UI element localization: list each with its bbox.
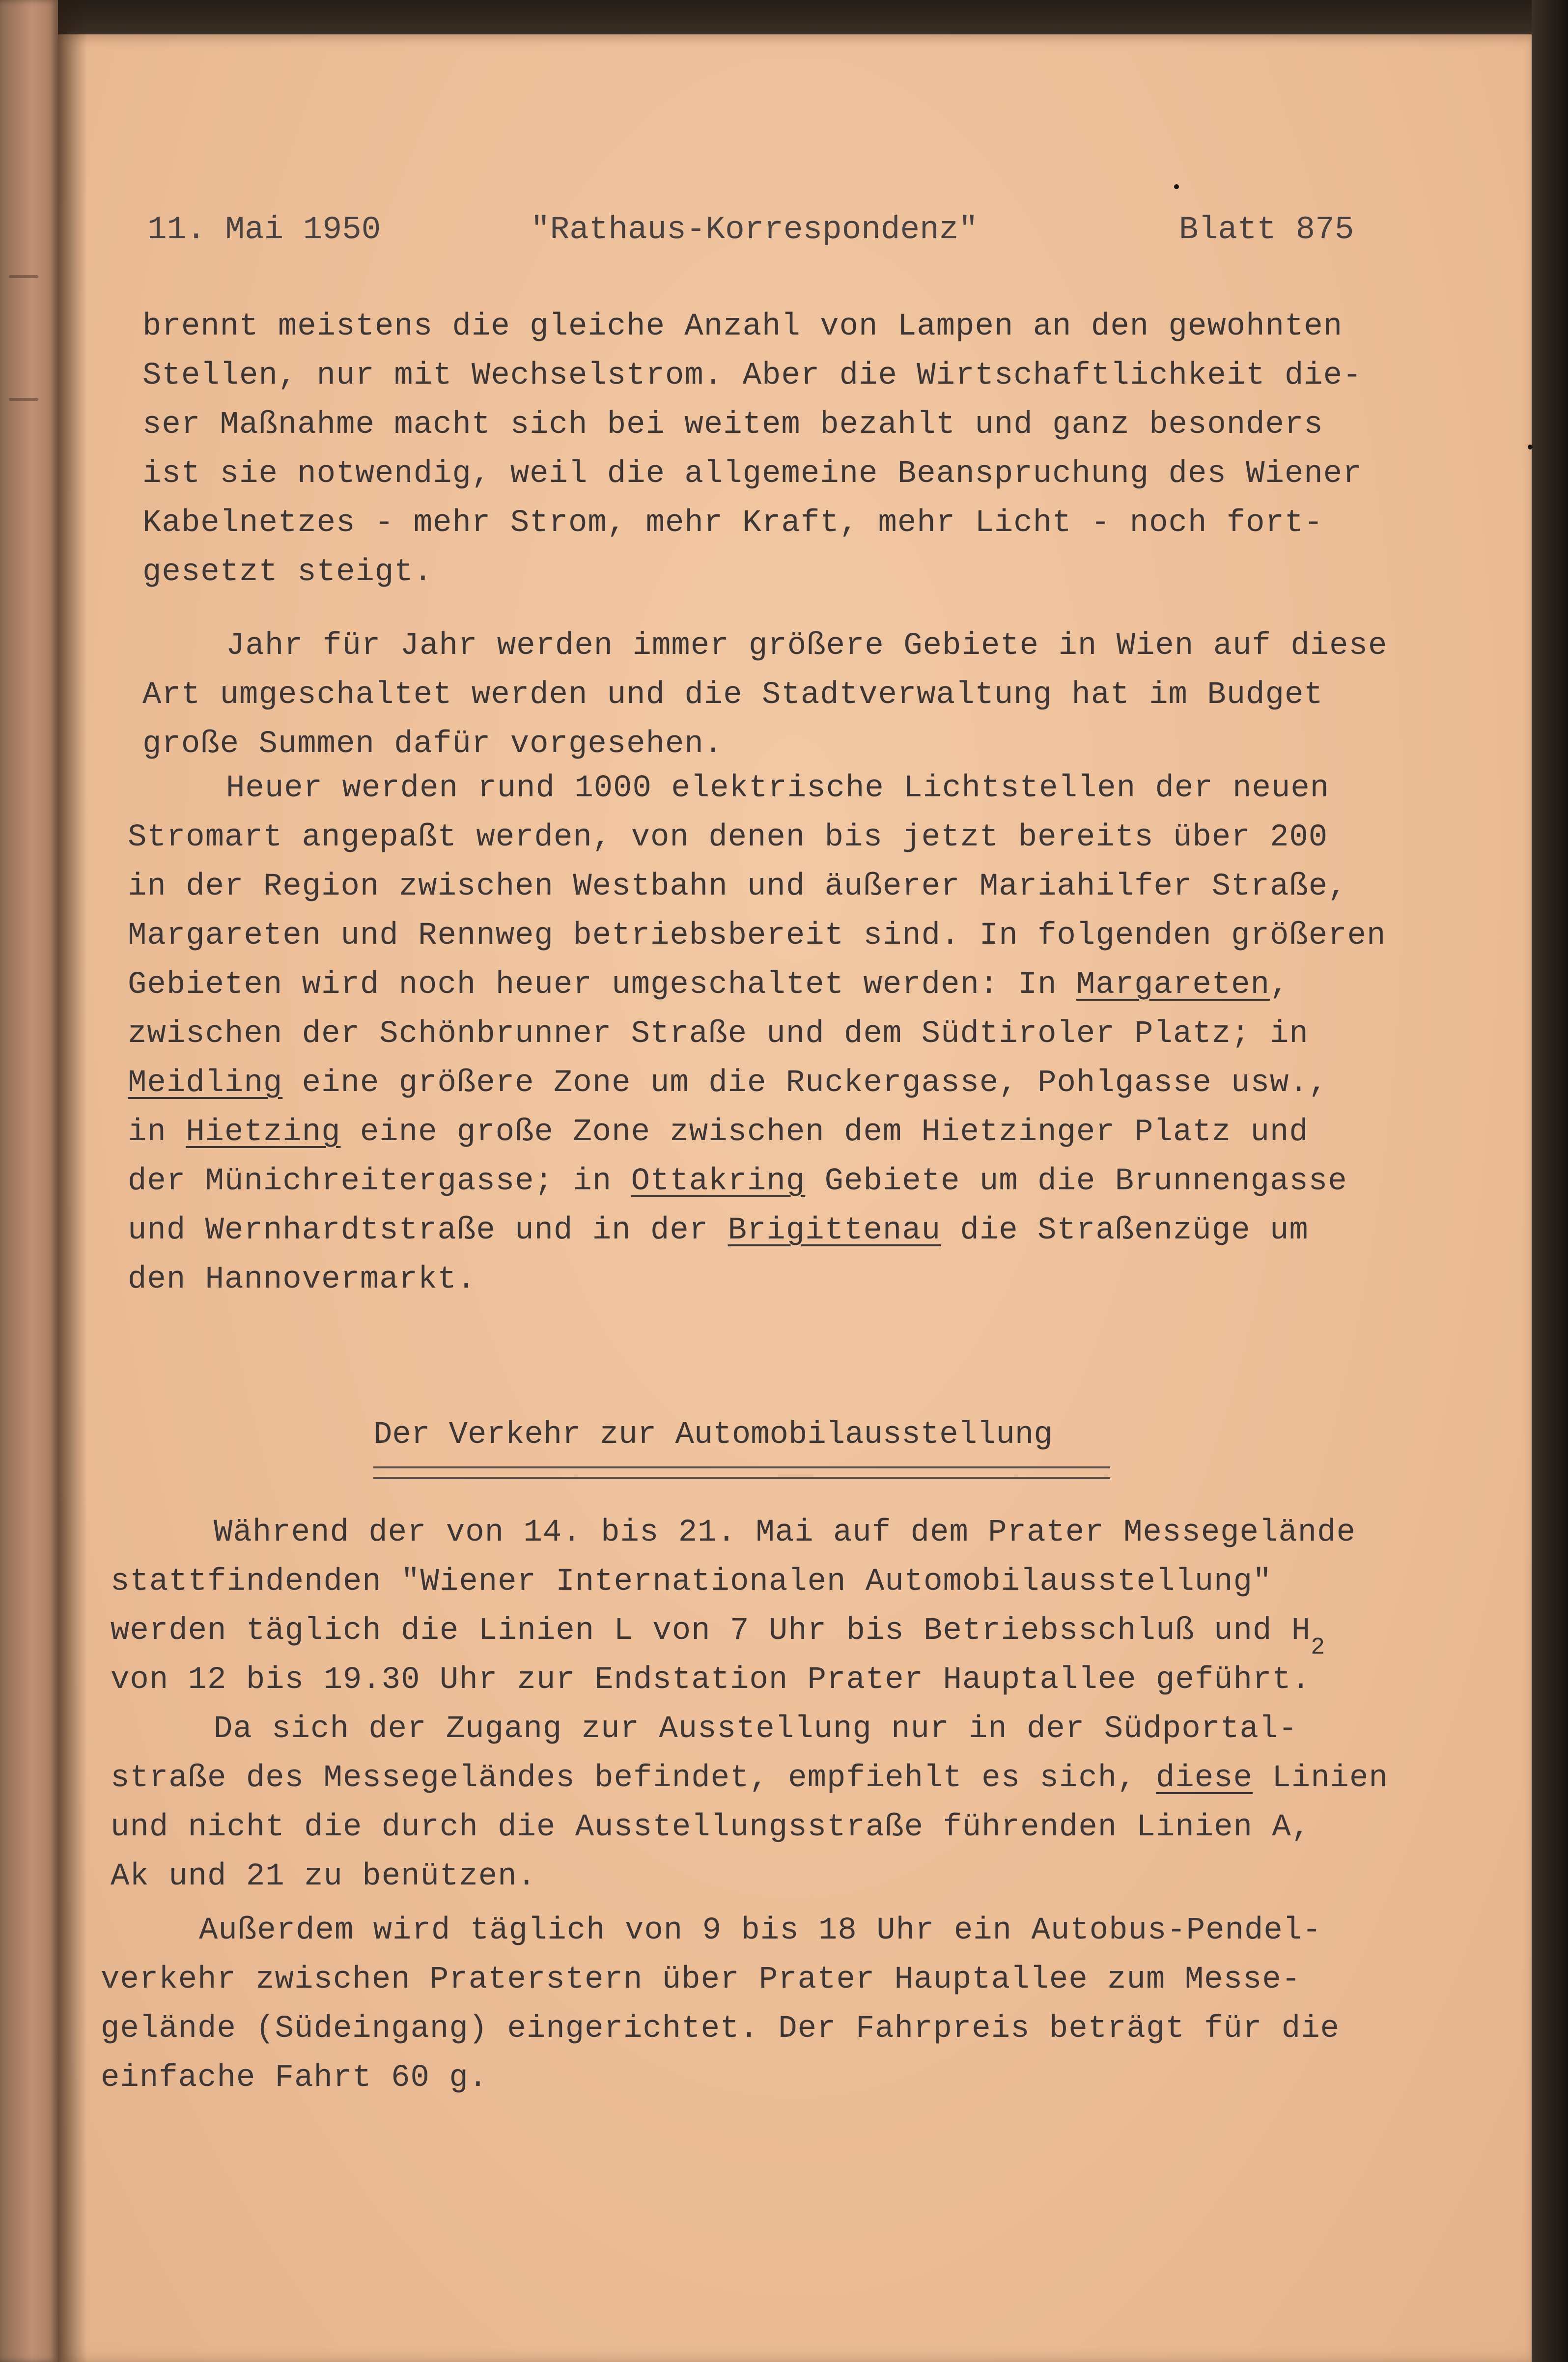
text-line: Stromart angepaßt werden, von denen bis jetzt bereits über 200	[128, 820, 1328, 855]
text-line: Jahr für Jahr werden immer größere Gebiete in Wien auf diese	[226, 628, 1388, 664]
text-line: Art umgeschaltet werden und die Stadtverwaltung hat im Budget	[142, 677, 1323, 713]
line-subscript: 2	[1311, 1634, 1325, 1661]
text-line: zwischen der Schönbrunner Straße und dem Südtiroler Platz; in	[128, 1016, 1309, 1052]
text-line: verkehr zwischen Praterstern über Prater Hauptallee zum Messe-	[101, 1962, 1301, 1997]
page-top-edge	[58, 0, 1532, 34]
header-date: 11. Mai 1950	[147, 211, 381, 248]
text-line: und Wernhardtstraße und in der Brigittenau die Straßenzüge um	[128, 1213, 1309, 1248]
text-line: Margareten und Rennweg betriebsbereit sind. In folgenden größeren	[128, 918, 1386, 954]
text-line: von 12 bis 19.30 Uhr zur Endstation Prater Hauptallee geführt.	[111, 1662, 1311, 1698]
header-sheet-number: Blatt 875	[1179, 211, 1354, 248]
headline-double-rule	[373, 1466, 1110, 1479]
text-line: Gebieten wird noch heuer umgeschaltet werden: In Margareten,	[128, 967, 1289, 1003]
section-headline: Der Verkehr zur Automobilausstellung	[373, 1417, 1053, 1453]
binding-shadow	[58, 0, 87, 2362]
emphasis-diese: diese	[1155, 1761, 1253, 1796]
paragraph-budget	[142, 621, 1547, 769]
text-line: stattfindenden "Wiener Internationalen Automobilausstellung"	[111, 1564, 1272, 1600]
text-line: Meidling eine größere Zone um die Ruckergasse, Pohlgasse usw.,	[128, 1066, 1328, 1101]
district-hietzing: Hietzing	[186, 1115, 341, 1150]
text-line: gesetzt steigt.	[142, 555, 433, 590]
edge-mark	[9, 398, 38, 401]
page-header	[88, 211, 1444, 265]
text-line: in Hietzing eine große Zone zwischen dem Hietzinger Platz und	[128, 1115, 1309, 1150]
district-margareten: Margareten	[1076, 967, 1270, 1003]
paragraph-continuation	[142, 302, 1547, 597]
text-line: Da sich der Zugang zur Ausstellung nur in der Südportal-	[214, 1712, 1298, 1747]
district-ottakring: Ottakring	[631, 1164, 806, 1199]
text-line: straße des Messegeländes befindet, empfiehlt es sich, diese Linien	[111, 1761, 1388, 1796]
text-line: den Hannovermarkt.	[128, 1262, 476, 1297]
text-line: Heuer werden rund 1000 elektrische Lichtstellen der neuen	[226, 771, 1330, 806]
text-line: ser Maßnahme macht sich bei weitem bezahlt und ganz besonders	[142, 407, 1323, 443]
text-line: Ak und 21 zu benützen.	[111, 1859, 536, 1894]
speck-dot	[1174, 184, 1179, 189]
header-title: "Rathaus-Korrespondenz"	[531, 211, 978, 248]
paragraph-tram-lines	[111, 1508, 1515, 1705]
text-line: werden täglich die Linien L von 7 Uhr bis Betriebsschluß und $H_2$	[111, 1613, 1325, 1661]
text-line: der Münichreitergasse; in Ottakring Gebiete um die Brunnengasse	[128, 1164, 1347, 1199]
text-line: Außerdem wird täglich von 9 bis 18 Uhr ein Autobus-Pendel-	[199, 1913, 1322, 1948]
district-meidling: Meidling	[128, 1066, 283, 1101]
text-line: in der Region zwischen Westbahn und äußerer Mariahilfer Straße,	[128, 869, 1347, 904]
text-line: einfache Fahrt 60 g.	[101, 2060, 488, 2096]
text-line: große Summen dafür vorgesehen.	[142, 727, 724, 762]
text-line: gelände (Südeingang) eingerichtet. Der Fahrpreis beträgt für die	[101, 2011, 1340, 2047]
text-line: und nicht die durch die Ausstellungsstraße führenden Linien A,	[111, 1810, 1311, 1845]
text-line: Kabelnetzes - mehr Strom, mehr Kraft, mehr Licht - noch fort-	[142, 506, 1323, 541]
punch-dot	[1528, 445, 1533, 450]
district-brigittenau: Brigittenau	[728, 1213, 941, 1248]
text-line: Während der von 14. bis 21. Mai auf dem Prater Messegelände	[214, 1515, 1356, 1550]
paragraph-districts	[128, 764, 1533, 1304]
text-line: Stellen, nur mit Wechselstrom. Aber die Wirtschaftlichkeit die-	[142, 358, 1362, 394]
previous-page-edge	[0, 0, 58, 2362]
text-line: brennt meistens die gleiche Anzahl von Lampen an den gewohnten	[142, 309, 1343, 344]
paragraph-shuttle-bus	[101, 1906, 1506, 2103]
text-line: ist sie notwendig, weil die allgemeine Beanspruchung des Wiener	[142, 456, 1362, 492]
paragraph-entrance	[111, 1705, 1515, 1901]
edge-mark	[9, 275, 38, 278]
